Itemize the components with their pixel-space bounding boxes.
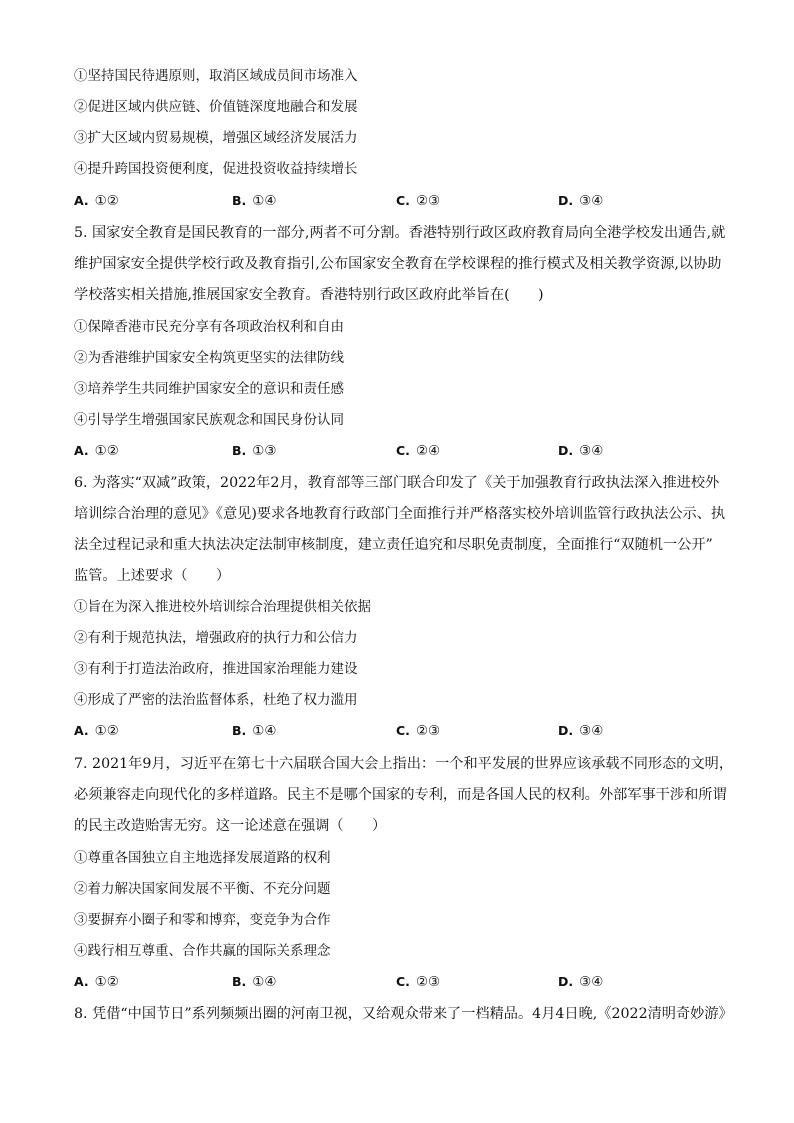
q4-item-3: ③扩大区域内贸易规模，增强区域经济发展活力 [74,130,358,146]
q5-stem-line-1: 5. 国家安全教育是国民教育的一部分,两者不可分割。香港特别行政区政府教育局向全港学校发出通告,就 [74,225,726,241]
q4-option-d: D. ③④ [558,193,604,209]
q6-item-2: ②有利于规范执法，增强政府的执行力和公信力 [74,630,358,646]
q6-options [74,721,734,741]
q5-item-1: ①保障香港市民充分享有各项政治权利和自由 [74,319,344,335]
q6-option-b: B. ①④ [232,723,277,739]
q6-item-3: ③有利于打造法治政府，推进国家治理能力建设 [74,661,358,677]
q4-option-b: B. ①④ [232,193,277,209]
q4-options [74,191,734,211]
q8-stem-line-1: 8. 凭借“中国节日”系列频频出圈的河南卫视，又给观众带来了一档精品。4月4日晚,《2022清明奇妙游》 [74,1006,733,1022]
q7-item-2: ②着力解决国家间发展不平衡、不充分问题 [74,881,331,897]
q6-stem-line-3: 法全过程记录和重大执法决定法制审核制度，建立责任追究和尽职免责制度，全面推行“双随机一公开” [74,537,713,553]
q7-stem-line-1: 7. 2021年9月，习近平在第七十六届联合国大会上指出：一个和平发展的世界应该承载不同形态的文明， [74,756,734,772]
q5-option-a: A. ①② [74,443,119,459]
q7-stem-line-2: 必须兼容走向现代化的多样道路。民主不是哪个国家的专利，而是各国人民的权利。外部军事干涉和所谓 [74,787,727,803]
q5-stem-line-3: 学校落实相关措施,推展国家安全教育。香港特别行政区政府此举旨在( ) [74,287,544,303]
q5-option-b: B. ①③ [232,443,277,459]
q6-item-4: ④形成了严密的法治监督体系，杜绝了权力滥用 [74,692,358,708]
q6-stem-line-1: 6. 为落实“双减”政策，2022年2月，教育部等三部门联合印发了《关于加强教育行政执法深入推进校外 [74,475,720,491]
q4-item-4: ④提升跨国投资便利度，促进投资收益持续增长 [74,161,358,177]
q7-item-3: ③要摒弃小圈子和零和博弈，变竞争为合作 [74,912,331,928]
q6-stem-line-2: 培训综合治理的意见》《意见)要求各地教育行政部门全面推行并严格落实校外培训监管行政执法公示、执 [74,506,726,522]
q7-option-c: C. ②③ [396,974,441,990]
q5-stem-line-2: 维护国家安全提供学校行政及教育指引,公布国家安全教育在学校课程的推行模式及相关教学资源,以协助 [74,256,722,272]
q7-option-a: A. ①② [74,974,119,990]
q6-item-1: ①旨在为深入推进校外培训综合治理提供相关依据 [74,599,371,615]
q4-option-a: A. ①② [74,193,119,209]
q6-option-c: C. ②③ [396,723,441,739]
q4-item-2: ②促进区域内供应链、价值链深度地融合和发展 [74,99,358,115]
q7-item-4: ④践行相互尊重、合作共赢的国际关系理念 [74,943,331,959]
q6-stem-line-4: 监管。上述要求（ ） [74,568,231,584]
q5-option-c: C. ②④ [396,443,441,459]
q6-option-d: D. ③④ [558,723,604,739]
q4-item-1: ①坚持国民待遇原则，取消区域成员间市场准入 [74,68,358,84]
q7-option-d: D. ③④ [558,974,604,990]
q7-options [74,972,734,992]
q5-item-2: ②为香港维护国家安全构筑更坚实的法律防线 [74,350,344,366]
q4-option-c: C. ②③ [396,193,441,209]
q5-options [74,441,734,461]
q7-option-b: B. ①④ [232,974,277,990]
q5-item-3: ③培养学生共同维护国家安全的意识和责任感 [74,381,344,397]
q5-item-4: ④引导学生增强国家民族观念和国民身份认同 [74,412,344,428]
q6-option-a: A. ①② [74,723,119,739]
q7-item-1: ①尊重各国独立自主地选择发展道路的权利 [74,850,331,866]
q5-option-d: D. ③④ [558,443,604,459]
q7-stem-line-3: 的民主改造贻害无穷。这一论述意在强调（ ） [74,818,387,834]
